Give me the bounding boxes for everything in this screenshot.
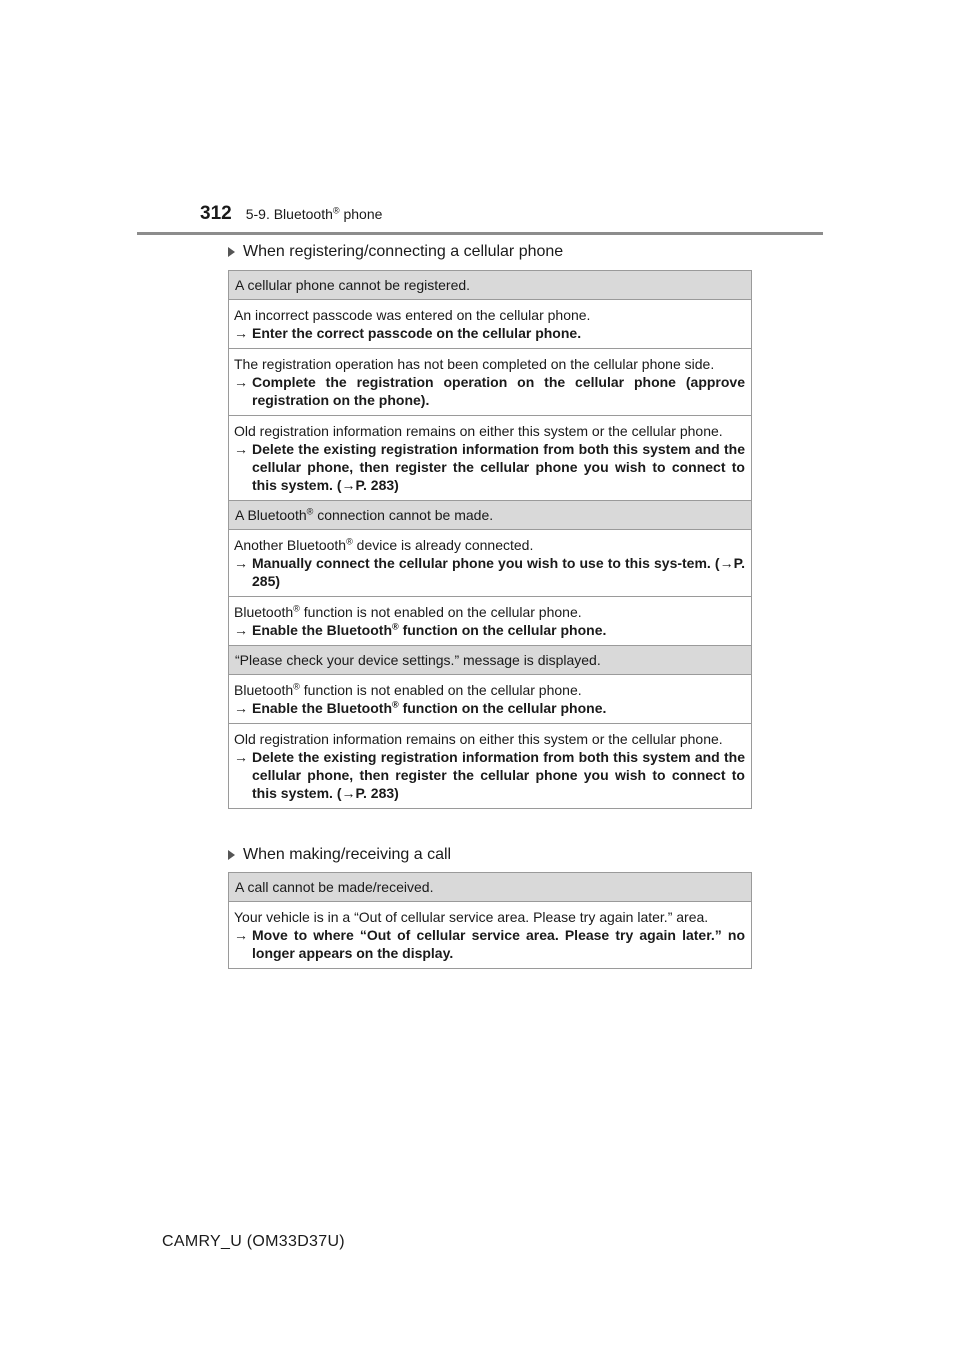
heading-text: connection cannot be made. xyxy=(313,507,494,523)
heading-text: “Please check your device settings.” message is displayed. xyxy=(235,652,601,668)
solution-part: Enable the Bluetooth xyxy=(252,700,392,716)
cause-text-part: device is already connected. xyxy=(352,537,534,553)
arrow-icon: → xyxy=(234,555,248,571)
cause-text-part: Bluetooth xyxy=(234,682,294,698)
subsection-heading-calls xyxy=(228,846,451,864)
cause-text xyxy=(234,908,745,926)
page-reference: P. 283) xyxy=(355,477,399,493)
cause-text-part: function is not enabled on the cellular phone. xyxy=(299,604,582,620)
solution-part: Manually connect the cellular phone you wish to use to this sys-tem. ( xyxy=(252,555,720,571)
page-reference: P. 285) xyxy=(252,555,745,589)
footer-model-code: CAMRY_U (OM33D37U) xyxy=(162,1233,345,1250)
solution-part: Delete the existing registration information from both this system and the cellular phone, then register the cellular phone you wish to connect to this system. ( xyxy=(252,749,745,801)
heading-text: A cellular phone cannot be registered. xyxy=(235,277,471,293)
heading-text: A Bluetooth xyxy=(235,507,307,523)
solution-text xyxy=(234,699,745,717)
solution-text xyxy=(234,621,745,639)
triangle-bullet-icon xyxy=(228,247,235,257)
cause-row xyxy=(229,530,751,597)
cause-row xyxy=(229,300,751,349)
arrow-icon: → xyxy=(234,749,248,765)
cause-text-part: Old registration information remains on either this system or the cellular phone. xyxy=(234,731,723,747)
cause-row xyxy=(229,675,751,724)
cause-text xyxy=(234,355,745,373)
arrow-icon: → xyxy=(234,622,248,638)
page-ref-arrow-icon: → xyxy=(341,785,356,801)
problem-heading xyxy=(229,271,751,300)
cause-text xyxy=(234,306,745,324)
solution-text xyxy=(234,440,745,494)
troubleshooting-table-calls xyxy=(228,872,752,969)
cause-row xyxy=(229,349,751,416)
cause-text xyxy=(234,603,745,621)
page-ref-arrow-icon: → xyxy=(341,477,356,493)
solution-part: Enable the Bluetooth xyxy=(252,622,392,638)
arrow-icon: → xyxy=(234,700,248,716)
cause-row xyxy=(229,416,751,501)
cause-text-part: Bluetooth xyxy=(234,604,294,620)
heading-text: A call cannot be made/received. xyxy=(235,879,434,895)
cause-text-part: Your vehicle is in a “Out of cellular service area. Please try again later.” area. xyxy=(234,909,709,925)
problem-heading xyxy=(229,873,751,902)
solution-part: Move to where “Out of cellular service area. Please try again later.” no longer appears on the display. xyxy=(252,927,745,961)
cause-text-part: function is not enabled on the cellular phone. xyxy=(299,682,582,698)
solution-part: Delete the existing registration information from both this system and the cellular phone, then register the cellular phone you wish to connect to this system. ( xyxy=(252,441,745,493)
solution-part: function on the cellular phone. xyxy=(398,622,607,638)
arrow-icon: → xyxy=(234,374,248,390)
cause-text xyxy=(234,681,745,699)
troubleshooting-table-registering xyxy=(228,270,752,809)
cause-text-part: Another Bluetooth xyxy=(234,537,347,553)
problem-heading xyxy=(229,646,751,675)
registered-mark: ® xyxy=(332,205,340,216)
cause-text xyxy=(234,422,745,440)
solution-part: function on the cellular phone. xyxy=(398,700,607,716)
registered-mark: ® xyxy=(293,603,300,614)
header-divider xyxy=(137,232,823,235)
cause-row xyxy=(229,902,751,969)
registered-mark: ® xyxy=(346,536,353,547)
page-reference: P. 283) xyxy=(355,785,399,801)
solution-text xyxy=(234,324,745,342)
solution-text xyxy=(234,373,745,409)
arrow-icon: → xyxy=(234,441,248,457)
page-number: 312 xyxy=(200,203,232,224)
page-header xyxy=(200,203,382,229)
cause-text xyxy=(234,730,745,748)
cause-row xyxy=(229,724,751,809)
triangle-bullet-icon xyxy=(228,850,235,860)
cause-text-part: Old registration information remains on either this system or the cellular phone. xyxy=(234,423,723,439)
section-title-suffix: phone xyxy=(339,206,383,222)
cause-text xyxy=(234,536,745,554)
cause-text-part: The registration operation has not been completed on the cellular phone side. xyxy=(234,356,715,372)
subsection-title: When registering/connecting a cellular phone xyxy=(243,243,564,260)
problem-heading xyxy=(229,501,751,530)
solution-part: Complete the registration operation on the cellular phone (approve registration on the phone). xyxy=(252,374,745,408)
registered-mark: ® xyxy=(306,506,314,517)
cause-row xyxy=(229,597,751,646)
cause-text-part: An incorrect passcode was entered on the cellular phone. xyxy=(234,307,591,323)
section-title xyxy=(246,206,383,222)
subsection-title: When making/receiving a call xyxy=(243,846,452,863)
arrow-icon: → xyxy=(234,927,248,943)
subsection-heading-registering xyxy=(228,243,563,261)
solution-text xyxy=(234,748,745,802)
registered-mark: ® xyxy=(293,681,300,692)
solution-text xyxy=(234,554,745,590)
arrow-icon: → xyxy=(234,325,248,341)
page-ref-arrow-icon: → xyxy=(719,555,734,571)
registered-mark: ® xyxy=(392,621,399,632)
registered-mark: ® xyxy=(392,699,399,710)
solution-part: Enter the correct passcode on the cellular phone. xyxy=(252,325,582,341)
solution-text xyxy=(234,926,745,962)
section-title-main: 5-9. Bluetooth xyxy=(245,206,333,222)
